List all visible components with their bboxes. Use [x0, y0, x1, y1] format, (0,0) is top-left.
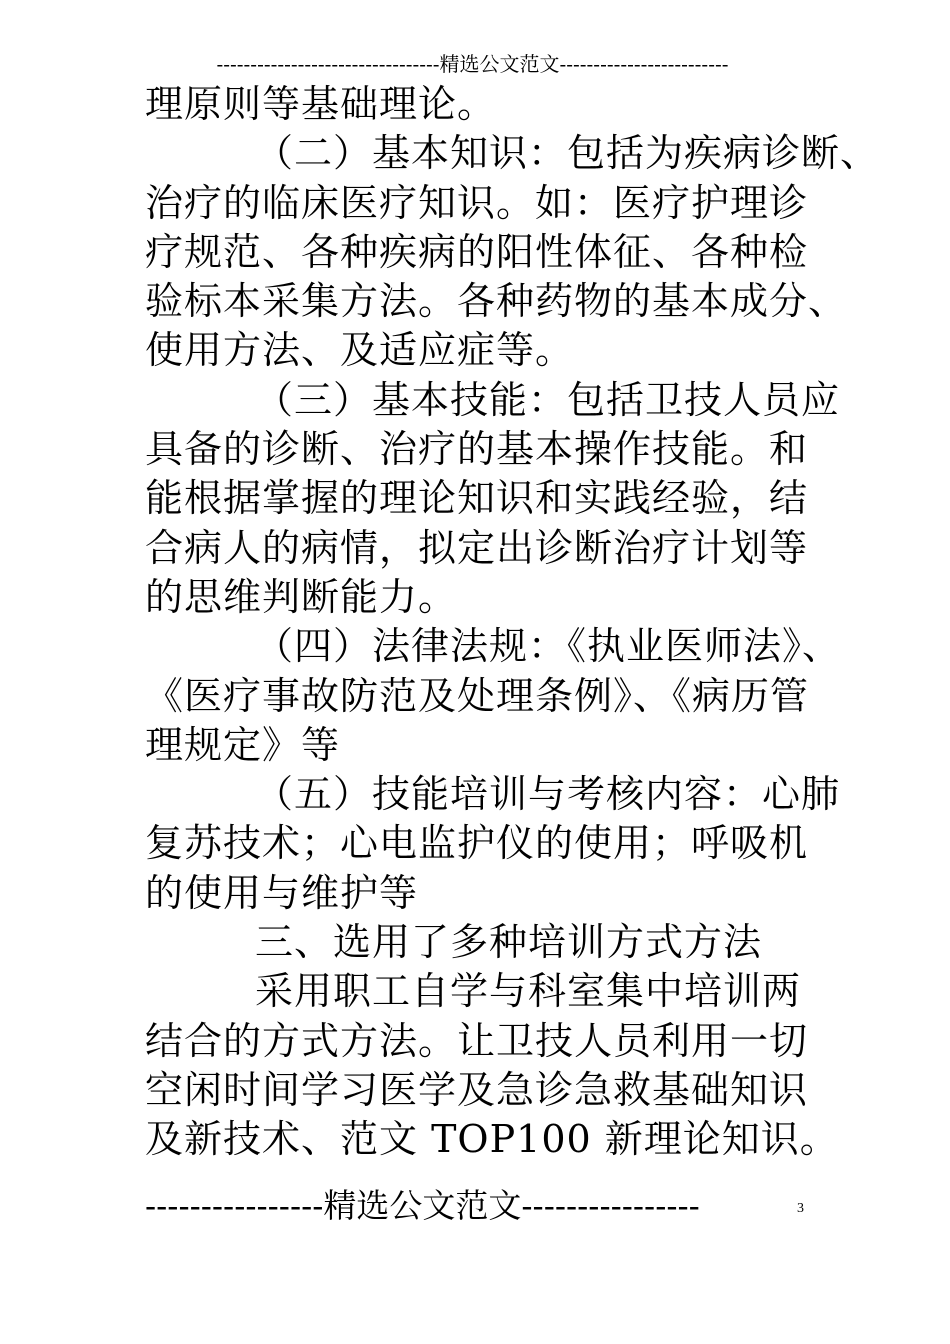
section-heading: 三、选用了多种培训方式方法	[255, 920, 763, 965]
body-line: （四）法律法规：《执业医师法》、	[255, 624, 842, 669]
body-line: 治疗的临床医疗知识。如：医疗护理诊	[145, 180, 809, 225]
page-header: ---------------------------------精选公文范文-------------------------	[216, 52, 729, 76]
body-line: 具备的诊断、治疗的基本操作技能。和	[145, 427, 809, 472]
page-footer: ----------------精选公文范文----------------	[145, 1186, 700, 1225]
body-line: 复苏技术；心电监护仪的使用；呼吸机	[145, 821, 809, 866]
body-line: 能根据掌握的理论知识和实践经验，结	[145, 476, 809, 521]
body-line: 《医疗事故防范及处理条例》、《病历管	[145, 673, 810, 718]
body-line: 的使用与维护等	[145, 870, 419, 915]
body-line: 合病人的病情，拟定出诊断治疗计划等	[145, 525, 809, 570]
body-line: （五）技能培训与考核内容：心肺	[255, 772, 841, 817]
body-line: 空闲时间学习医学及急诊急救基础知识	[145, 1067, 809, 1112]
page-number: 3	[797, 1201, 804, 1216]
body-line: 采用职工自学与科室集中培训两	[255, 969, 802, 1014]
body-line: 理规定》等	[145, 722, 341, 767]
body-line: 疗规范、各种疾病的阳性体征、各种检	[145, 229, 809, 274]
body-line: （二）基本知识：包括为疾病诊断、	[255, 131, 880, 176]
document-body	[145, 80, 880, 1165]
body-line: 的思维判断能力。	[145, 574, 458, 619]
body-line: （三）基本技能：包括卫技人员应	[255, 377, 841, 422]
body-line: 结合的方式方法。让卫技人员利用一切	[145, 1018, 809, 1063]
body-line: 使用方法、及适应症等。	[145, 328, 575, 373]
body-line: 理原则等基础理论。	[145, 82, 497, 126]
body-line: 验标本采集方法。各种药物的基本成分、	[145, 279, 848, 324]
body-line: 及新技术、范文 TOP100 新理论知识。	[145, 1117, 839, 1162]
